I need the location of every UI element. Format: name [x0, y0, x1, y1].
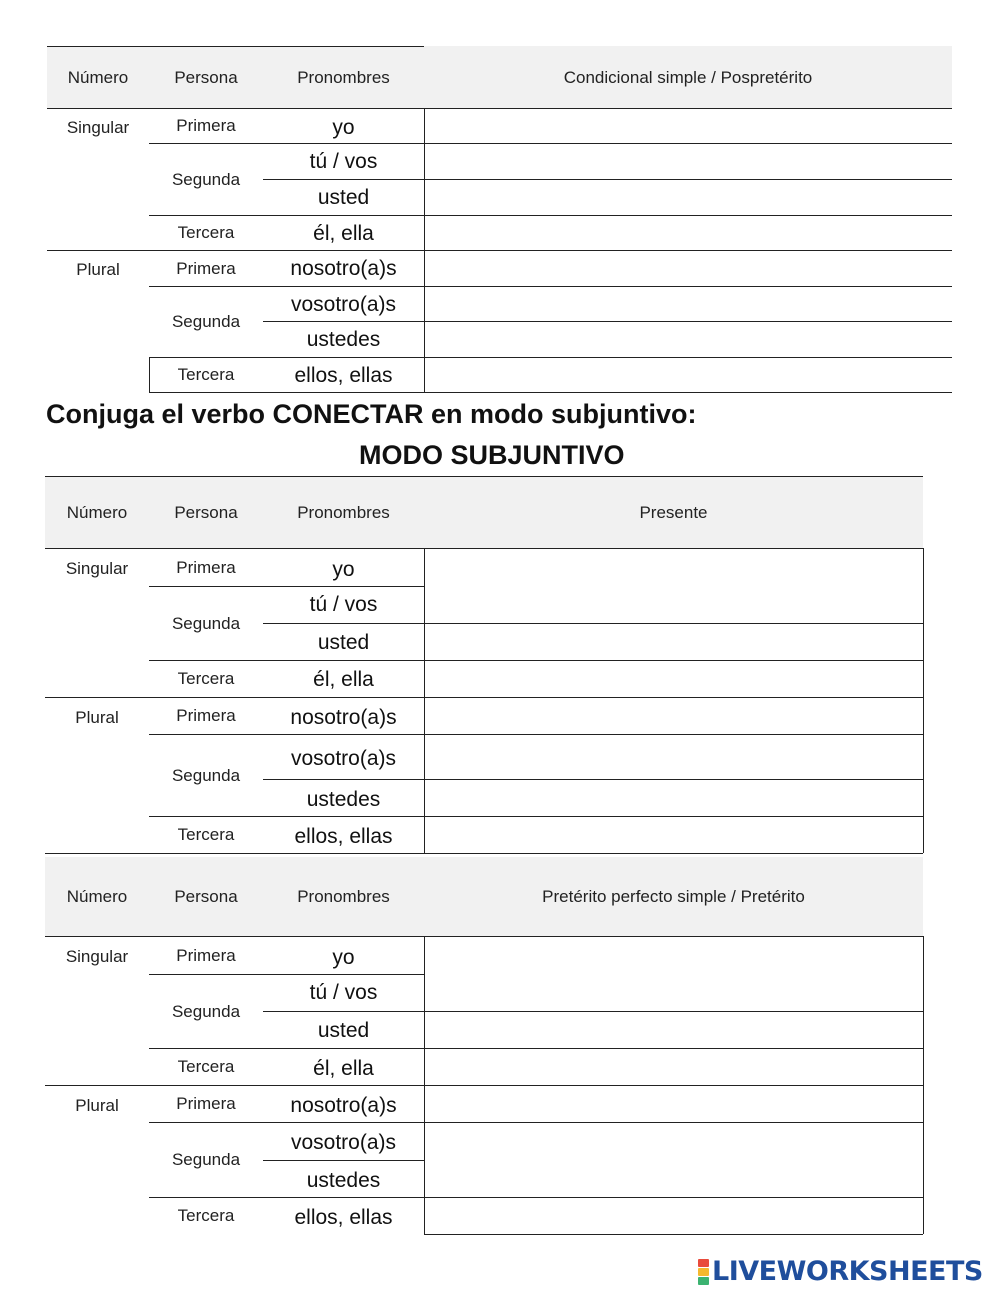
pronoun-yo: yo — [332, 557, 355, 581]
answer-input[interactable] — [425, 144, 952, 178]
answer-input[interactable] — [425, 1049, 922, 1084]
number-plural: Plural — [75, 707, 119, 727]
answer-input[interactable] — [425, 109, 952, 142]
pronoun-ustedes: ustedes — [306, 328, 381, 351]
persona-segunda: Segunda — [171, 1001, 241, 1021]
number-plural: Plural — [75, 1095, 119, 1115]
answer-input[interactable] — [425, 322, 952, 356]
persona-primera: Primera — [176, 116, 236, 135]
pronoun-el-ella: él, ella — [313, 668, 374, 691]
logo-block — [698, 1268, 709, 1276]
answer-input[interactable] — [425, 180, 952, 214]
answer-input[interactable] — [425, 1123, 922, 1196]
number-plural: Plural — [76, 259, 120, 279]
persona-segunda: Segunda — [171, 1150, 241, 1169]
answer-input[interactable] — [425, 549, 922, 622]
header-pronombres: Pronombres — [297, 887, 390, 906]
persona-tercera: Tercera — [177, 669, 235, 688]
header-tense: Pretérito perfecto simple / Pretérito — [542, 887, 805, 906]
pronoun-el-ella: él, ella — [313, 222, 374, 245]
persona-tercera: Tercera — [177, 223, 235, 242]
answer-input[interactable] — [425, 937, 922, 1010]
persona-primera: Primera — [176, 1094, 236, 1113]
number-singular: Singular — [65, 558, 129, 578]
answer-input[interactable] — [425, 661, 922, 696]
answer-input[interactable] — [425, 735, 922, 778]
pronoun-vosotros: vosotro(a)s — [290, 1130, 397, 1154]
pronoun-ellos-ellas: ellos, ellas — [294, 1205, 393, 1229]
persona-segunda: Segunda — [171, 169, 241, 189]
column-divider — [923, 548, 924, 853]
persona-segunda: Segunda — [171, 765, 241, 785]
logo-block — [698, 1277, 709, 1285]
pronoun-ustedes: ustedes — [306, 1168, 381, 1192]
pronoun-vosotros: vosotro(a)s — [290, 746, 397, 770]
number-singular: Singular — [66, 117, 130, 137]
persona-segunda: Segunda — [171, 312, 241, 331]
pronoun-vosotros: vosotro(a)s — [290, 292, 397, 316]
answer-input[interactable] — [425, 358, 952, 391]
pronoun-usted: usted — [317, 1019, 370, 1042]
pronoun-tu-vos: tú / vos — [309, 149, 378, 173]
answer-input[interactable] — [425, 817, 922, 852]
pronoun-usted: usted — [317, 631, 370, 654]
pronoun-yo: yo — [332, 945, 355, 969]
pronoun-nosotros: nosotro(a)s — [290, 705, 397, 729]
header-pronombres: Pronombres — [297, 503, 390, 522]
pronoun-yo: yo — [332, 115, 355, 139]
answer-input[interactable] — [425, 1086, 922, 1121]
column-divider — [923, 936, 924, 1234]
pronoun-ellos-ellas: ellos, ellas — [294, 824, 393, 848]
persona-tercera: Tercera — [177, 365, 235, 384]
pronoun-ustedes: ustedes — [306, 787, 381, 811]
persona-segunda: Segunda — [171, 613, 241, 633]
persona-primera: Primera — [176, 557, 236, 577]
header-pronombres: Pronombres — [297, 67, 390, 87]
logo-block — [698, 1259, 709, 1267]
number-singular: Singular — [65, 946, 129, 966]
header-tense: Condicional simple / Pospretérito — [563, 67, 813, 87]
pronoun-nosotros: nosotro(a)s — [290, 1093, 397, 1117]
persona-tercera: Tercera — [177, 825, 235, 844]
header-numero: Número — [67, 67, 129, 87]
header-numero: Número — [66, 503, 128, 522]
persona-primera: Primera — [176, 258, 236, 278]
logo-text: LIVEWORKSHEETS — [712, 1256, 983, 1287]
answer-input[interactable] — [425, 287, 952, 320]
header-persona: Persona — [174, 67, 238, 87]
answer-input[interactable] — [425, 780, 922, 815]
row-divider — [45, 853, 923, 854]
header-numero: Número — [66, 887, 128, 906]
answer-input[interactable] — [425, 698, 922, 733]
persona-primera: Primera — [176, 945, 236, 965]
header-persona: Persona — [174, 503, 238, 522]
answer-input[interactable] — [425, 251, 952, 285]
instruction-text: Conjuga el verbo CONECTAR en modo subjuntivo: — [46, 399, 697, 429]
liveworksheets-logo[interactable] — [698, 1258, 983, 1285]
persona-tercera: Tercera — [177, 1206, 235, 1225]
header-tense: Presente — [639, 503, 708, 522]
answer-input[interactable] — [425, 624, 922, 659]
pronoun-usted: usted — [317, 185, 370, 209]
pronoun-tu-vos: tú / vos — [309, 981, 378, 1004]
header-persona: Persona — [174, 887, 238, 906]
answer-input[interactable] — [425, 1198, 922, 1233]
pronoun-tu-vos: tú / vos — [309, 593, 378, 616]
answer-input[interactable] — [425, 216, 952, 249]
logo-blocks-icon — [698, 1259, 709, 1285]
answer-input[interactable] — [425, 1012, 922, 1047]
pronoun-el-ella: él, ella — [313, 1056, 374, 1080]
persona-tercera: Tercera — [177, 1057, 235, 1076]
mode-title: MODO SUBJUNTIVO — [359, 440, 625, 470]
row-divider — [424, 1234, 923, 1235]
pronoun-ellos-ellas: ellos, ellas — [294, 364, 393, 387]
pronoun-nosotros: nosotro(a)s — [290, 257, 397, 280]
persona-primera: Primera — [176, 706, 236, 725]
